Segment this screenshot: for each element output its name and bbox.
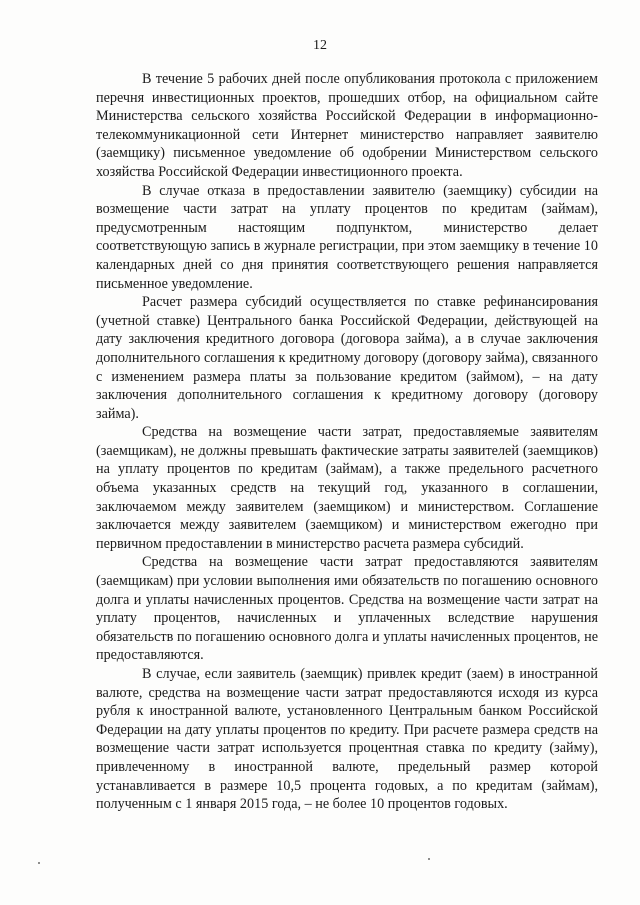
paragraph-notification: В течение 5 рабочих дней после опубликования протокола с приложением перечня инвестиционных проектов, прошедших отбор, на официальном сайте Министерства сельского хозяйства Российской Федерации в информационно-телекоммуникационной сети Интернет министерство направляет заявителю (заемщику) письменное уведомление об одобрении Министерством сельского хозяйства Российской Федерации инвестиционного проекта. xyxy=(96,71,598,180)
paragraph-calculation: Расчет размера субсидий осуществляется по ставке рефинансирования (учетной ставке) Центрального банка Российской Федерации, действующей на дату заключения кредитного договора (договора займа), а в случае заключения дополнительного соглашения к кредитному договору (договору займа), связанного с изменением размера платы за пользование кредитом (займом), – на дату заключения дополнительного соглашения к кредитному договору (договору займа). xyxy=(96,294,598,422)
page-number: 12 xyxy=(313,38,327,53)
paragraph-conditions: Средства на возмещение части затрат предоставляются заявителям (заемщикам) при условии выполнения ими обязательств по погашению основного долга и уплаты начисленных процентов. Средства на возмещение части затрат на уплату процентов, начисленных и уплаченных вследствие нарушения обязательств по погашению основного долга и уплаты начисленных процентов, не предоставляются. xyxy=(96,554,598,664)
paragraph-limits: Средства на возмещение части затрат, предоставляемые заявителям (заемщикам), не должны превышать фактические затраты заявителей (заемщиков) на уплату процентов по кредитам (займам), а также предельного расчетного объема указанных средств на текущий год, указанного в соглашении, заключаемом между заявителем (заемщиком) и министерством. Соглашение заключается между заявителем (заемщиком) и министерством ежегодно при первичном предоставлении в министерство расчета размера субсидий. xyxy=(96,424,598,552)
scan-speck xyxy=(38,862,40,864)
scan-speck xyxy=(428,858,430,860)
paragraph-foreign-currency: В случае, если заявитель (заемщик) привлек кредит (заем) в иностранной валюте, средства на возмещение части затрат предоставляются исходя из курса рубля к иностранной валюте, установленного Центральным банком Российской Федерации на дату уплаты процентов по кредиту. При расчете размера средств на возмещение части затрат используется процентная ставка по кредиту (займу), привлеченному в иностранной валюте, предельный размер которой устанавливается в размере 10,5 процента годовых, а по кредитам (займам), полученным с 1 января 2015 года, – не более 10 процентов годовых. xyxy=(96,666,598,813)
paragraph-refusal: В случае отказа в предоставлении заявителю (заемщику) субсидии на возмещение части затрат на уплату процентов по кредитам (займам), предусмотренным настоящим подпунктом, министерство делает соответствующую запись в журнале регистрации, при этом заемщику в течение 10 календарных дней со дня принятия соответствующего решения направляется письменное уведомление. xyxy=(96,182,598,292)
document-body xyxy=(96,70,598,814)
